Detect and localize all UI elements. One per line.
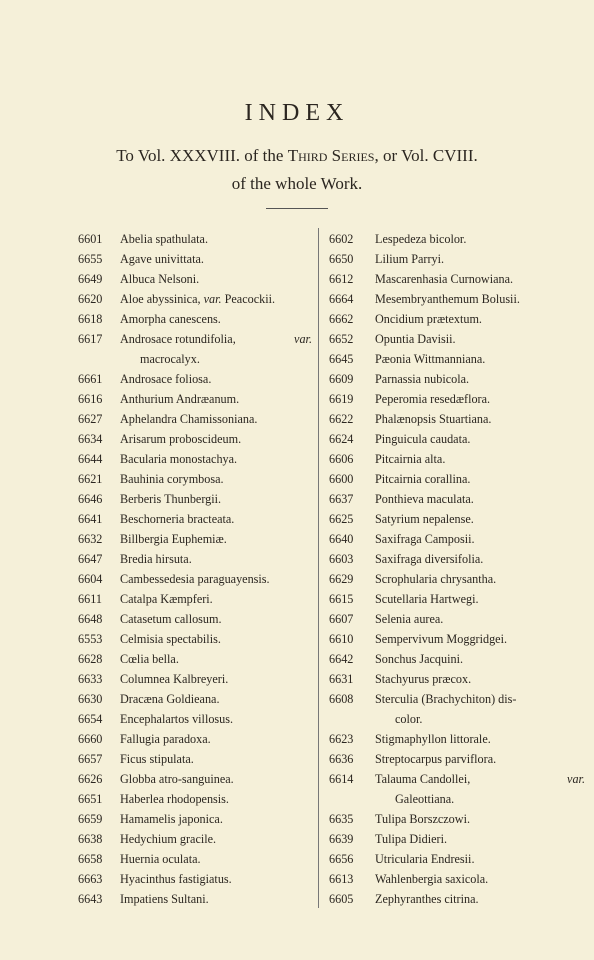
index-entry	[323, 849, 591, 869]
entry-number: 6660	[78, 732, 103, 746]
index-entry	[74, 549, 318, 569]
index-entry	[74, 229, 318, 249]
entry-name: Bacularia monostachya.	[120, 452, 238, 466]
index-entry	[74, 849, 318, 869]
entry-number-blank	[74, 349, 120, 369]
entry-name-continued: Galeottiana.	[395, 792, 455, 806]
entry-number: 6651	[78, 792, 103, 806]
entry-name: Catasetum callosum.	[120, 612, 222, 626]
entry-name-after: Peacockii.	[221, 292, 276, 306]
index-entry	[74, 709, 318, 729]
entry-number: 6663	[78, 872, 103, 886]
entry-number: 6641	[78, 512, 103, 526]
entry-variety-label: var.	[203, 292, 222, 306]
entry-name: Phalænopsis Stuartiana.	[375, 412, 492, 426]
entry-number: 6609	[329, 372, 354, 386]
entry-name: Pæonia Wittmanniana.	[375, 352, 486, 366]
index-entry-continuation	[74, 349, 318, 369]
entry-name-text: Talauma Candollei,	[375, 772, 471, 786]
entry-name: Abelia spathulata.	[120, 232, 208, 246]
entry-name: Fallugia paradoxa.	[120, 732, 211, 746]
entry-name: Oncidium prætextum.	[375, 312, 482, 326]
entry-name: Agave univittata.	[120, 252, 204, 266]
entry-name: Mascarenhasia Curnowiana.	[375, 272, 514, 286]
entry-number: 6616	[78, 392, 103, 406]
entry-name: Huernia oculata.	[120, 852, 201, 866]
index-entry	[323, 409, 591, 429]
index-entry	[74, 369, 318, 389]
entry-number: 6640	[329, 532, 354, 546]
entry-number: 6631	[329, 672, 354, 686]
index-entry	[74, 889, 318, 909]
entry-number: 6604	[78, 572, 103, 586]
index-entry	[74, 589, 318, 609]
index-entry	[323, 329, 591, 349]
index-entry	[323, 869, 591, 889]
entry-number: 6629	[329, 572, 354, 586]
entry-number: 6642	[329, 652, 354, 666]
entry-name: Saxifraga diversifolia.	[375, 552, 484, 566]
entry-number: 6636	[329, 752, 354, 766]
entry-name: Arisarum proboscideum.	[120, 432, 242, 446]
index-entry-continuation	[323, 789, 591, 809]
entry-number: 6655	[78, 252, 103, 266]
index-entry	[74, 869, 318, 889]
subtitle-series: Third Series	[287, 146, 375, 165]
entry-number: 6662	[329, 312, 354, 326]
index-entry	[74, 609, 318, 629]
index-entry	[323, 229, 591, 249]
entry-name: Utricularia Endresii.	[375, 852, 475, 866]
column-divider	[318, 228, 319, 908]
entry-number: 6606	[329, 452, 354, 466]
entry-number: 6603	[329, 552, 354, 566]
index-entry	[74, 529, 318, 549]
subtitle-prefix: To Vol. XXXVIII. of the	[116, 146, 288, 165]
index-entry	[74, 469, 318, 489]
entry-name: Sterculia (Brachychiton) dis-	[375, 692, 517, 706]
index-entry	[74, 309, 318, 329]
subtitle-middle: , or Vol. CVIII.	[374, 146, 478, 165]
index-entry	[74, 789, 318, 809]
index-entry	[323, 389, 591, 409]
index-entry	[323, 529, 591, 549]
entry-name-text: Androsace rotundifolia,	[120, 332, 236, 346]
entry-number: 6617	[78, 332, 103, 346]
index-entry	[74, 629, 318, 649]
entry-name: Selenia aurea.	[375, 612, 444, 626]
index-entry	[74, 689, 318, 709]
entry-name: Streptocarpus parviflora.	[375, 752, 497, 766]
index-entry	[323, 469, 591, 489]
entry-name: Pinguicula caudata.	[375, 432, 471, 446]
entry-name: Satyrium nepalense.	[375, 512, 474, 526]
index-entry	[323, 729, 591, 749]
entry-name: Peperomia resedæflora.	[375, 392, 491, 406]
entry-number: 6659	[78, 812, 103, 826]
index-entry	[74, 569, 318, 589]
entry-number: 6650	[329, 252, 354, 266]
index-entry	[323, 549, 591, 569]
entry-number: 6658	[78, 852, 103, 866]
entry-name	[120, 329, 318, 349]
entry-name: Scutellaria Hartwegi.	[375, 592, 479, 606]
entry-name: Sonchus Jacquini.	[375, 652, 464, 666]
entry-number: 6602	[329, 232, 354, 246]
entry-number: 6627	[78, 412, 103, 426]
entry-variety-label: var.	[294, 332, 312, 346]
index-entry	[323, 269, 591, 289]
entry-name: Lilium Parryi.	[375, 252, 445, 266]
index-entry	[323, 449, 591, 469]
index-entry	[323, 889, 591, 909]
entry-name: Impatiens Sultani.	[120, 892, 209, 906]
entry-number: 6646	[78, 492, 103, 506]
entry-number: 6648	[78, 612, 103, 626]
entry-name: Pitcairnia corallina.	[375, 472, 471, 486]
entry-name: Scrophularia chrysantha.	[375, 572, 497, 586]
entry-number: 6633	[78, 672, 103, 686]
entry-name: Lespedeza bicolor.	[375, 232, 467, 246]
index-entry	[323, 289, 591, 309]
entry-number: 6610	[329, 632, 354, 646]
entry-name: Amorpha canescens.	[120, 312, 221, 326]
index-entry	[323, 349, 591, 369]
entry-number: 6635	[329, 812, 354, 826]
entry-number: 6600	[329, 472, 354, 486]
index-entry	[323, 309, 591, 329]
entry-name: Pitcairnia alta.	[375, 452, 446, 466]
entry-name: Tulipa Borszczowi.	[375, 812, 471, 826]
index-entry	[74, 729, 318, 749]
index-entry	[74, 409, 318, 429]
entry-number: 6618	[78, 312, 103, 326]
entry-number: 6644	[78, 452, 103, 466]
index-column-left	[74, 229, 318, 909]
entry-number: 6637	[329, 492, 354, 506]
entry-name: Anthurium Andræanum.	[120, 392, 240, 406]
entry-name: Beschorneria bracteata.	[120, 512, 235, 526]
entry-number: 6652	[329, 332, 354, 346]
page-title: INDEX	[244, 100, 350, 126]
entry-name: Zephyranthes citrina.	[375, 892, 479, 906]
entry-number: 6615	[329, 592, 354, 606]
entry-number: 6605	[329, 892, 354, 906]
entry-name: Dracæna Goldieana.	[120, 692, 220, 706]
index-entry	[74, 269, 318, 289]
entry-number-blank	[323, 789, 375, 809]
index-entry	[74, 389, 318, 409]
entry-number: 6621	[78, 472, 103, 486]
entry-number: 6601	[78, 232, 103, 246]
entry-name: Opuntia Davisii.	[375, 332, 456, 346]
index-entry	[323, 749, 591, 769]
entry-name: Haberlea rhodopensis.	[120, 792, 229, 806]
entry-name: Tulipa Didieri.	[375, 832, 447, 846]
index-entry	[323, 769, 591, 789]
index-entry	[74, 769, 318, 789]
entry-name: Berberis Thunbergii.	[120, 492, 222, 506]
entry-number: 6614	[329, 772, 354, 786]
index-entry	[74, 289, 318, 309]
entry-number: 6626	[78, 772, 103, 786]
entry-name	[375, 769, 591, 789]
entry-name: Catalpa Kæmpferi.	[120, 592, 213, 606]
entry-name-text: Aloe abyssinica,	[120, 292, 204, 306]
index-entry	[323, 609, 591, 629]
index-entry	[323, 689, 591, 709]
entry-name: Encephalartos villosus.	[120, 712, 234, 726]
index-entry	[323, 369, 591, 389]
entry-number: 6613	[329, 872, 354, 886]
entry-name: Stachyurus præcox.	[375, 672, 472, 686]
entry-number: 6619	[329, 392, 354, 406]
entry-number: 6553	[78, 632, 103, 646]
index-entry-continuation	[323, 709, 591, 729]
entry-number: 6643	[78, 892, 103, 906]
index-entry	[74, 669, 318, 689]
entry-number: 6612	[329, 272, 354, 286]
entry-name: Cambessedesia paraguayensis.	[120, 572, 270, 586]
entry-number: 6632	[78, 532, 103, 546]
subtitle-line-1	[0, 146, 594, 166]
entry-number: 6634	[78, 432, 103, 446]
entry-name: Sempervivum Moggridgei.	[375, 632, 508, 646]
entry-name: Albuca Nelsoni.	[120, 272, 200, 286]
entry-name: Bauhinia corymbosa.	[120, 472, 224, 486]
entry-name: Saxifraga Camposii.	[375, 532, 475, 546]
entry-name-continued: color.	[395, 712, 423, 726]
index-entry	[74, 329, 318, 349]
entry-name: Celmisia spectabilis.	[120, 632, 221, 646]
entry-number: 6639	[329, 832, 354, 846]
index-column-right	[323, 229, 591, 909]
entry-number: 6625	[329, 512, 354, 526]
entry-number: 6620	[78, 292, 103, 306]
entry-name: Hedychium gracile.	[120, 832, 217, 846]
entry-name: Ficus stipulata.	[120, 752, 194, 766]
entry-number: 6607	[329, 612, 354, 626]
entry-number: 6657	[78, 752, 103, 766]
entry-number: 6623	[329, 732, 354, 746]
index-entry	[323, 629, 591, 649]
entry-name: Ponthieva maculata.	[375, 492, 474, 506]
entry-number: 6664	[329, 292, 354, 306]
entry-name: Cœlia bella.	[120, 652, 179, 666]
index-entry	[74, 829, 318, 849]
index-entry	[74, 749, 318, 769]
entry-name: Stigmaphyllon littorale.	[375, 732, 491, 746]
index-entry	[74, 489, 318, 509]
entry-number: 6608	[329, 692, 354, 706]
entry-number: 6649	[78, 272, 103, 286]
index-entry	[323, 489, 591, 509]
entry-name	[120, 289, 318, 309]
entry-number: 6661	[78, 372, 103, 386]
entry-name: Bredia hirsuta.	[120, 552, 192, 566]
index-entry	[323, 649, 591, 669]
entry-name: Mesembryanthemum Bolusii.	[375, 292, 520, 306]
index-entry	[323, 589, 591, 609]
entry-number: 6656	[329, 852, 354, 866]
entry-number: 6624	[329, 432, 354, 446]
index-entry	[74, 429, 318, 449]
entry-number: 6638	[78, 832, 103, 846]
index-entry	[323, 809, 591, 829]
entry-name: Columnea Kalbreyeri.	[120, 672, 229, 686]
entry-number: 6645	[329, 352, 354, 366]
entry-name-continued: macrocalyx.	[140, 352, 200, 366]
index-entry	[323, 829, 591, 849]
entry-number: 6622	[329, 412, 354, 426]
entry-number-blank	[323, 709, 375, 729]
index-entry	[74, 449, 318, 469]
title-rule	[266, 208, 328, 209]
entry-name: Hamamelis japonica.	[120, 812, 223, 826]
entry-number: 6628	[78, 652, 103, 666]
index-entry	[74, 649, 318, 669]
entry-name: Globba atro-sanguinea.	[120, 772, 234, 786]
entry-number: 6630	[78, 692, 103, 706]
entry-number: 6647	[78, 552, 103, 566]
index-entry	[323, 509, 591, 529]
index-entry	[74, 809, 318, 829]
index-entry	[74, 249, 318, 269]
entry-name: Billbergia Euphemiæ.	[120, 532, 227, 546]
entry-name: Parnassia nubicola.	[375, 372, 470, 386]
index-entry	[323, 429, 591, 449]
entry-name: Hyacinthus fastigiatus.	[120, 872, 232, 886]
index-entry	[74, 509, 318, 529]
index-entry	[323, 569, 591, 589]
entry-name: Aphelandra Chamissoniana.	[120, 412, 258, 426]
entry-number: 6611	[78, 592, 102, 606]
subtitle-line-2: of the whole Work.	[231, 174, 363, 193]
entry-variety-label: var.	[567, 772, 585, 786]
entry-name: Androsace foliosa.	[120, 372, 212, 386]
entry-name: Wahlenbergia saxicola.	[375, 872, 489, 886]
index-entry	[323, 669, 591, 689]
entry-number: 6654	[78, 712, 103, 726]
index-entry	[323, 249, 591, 269]
